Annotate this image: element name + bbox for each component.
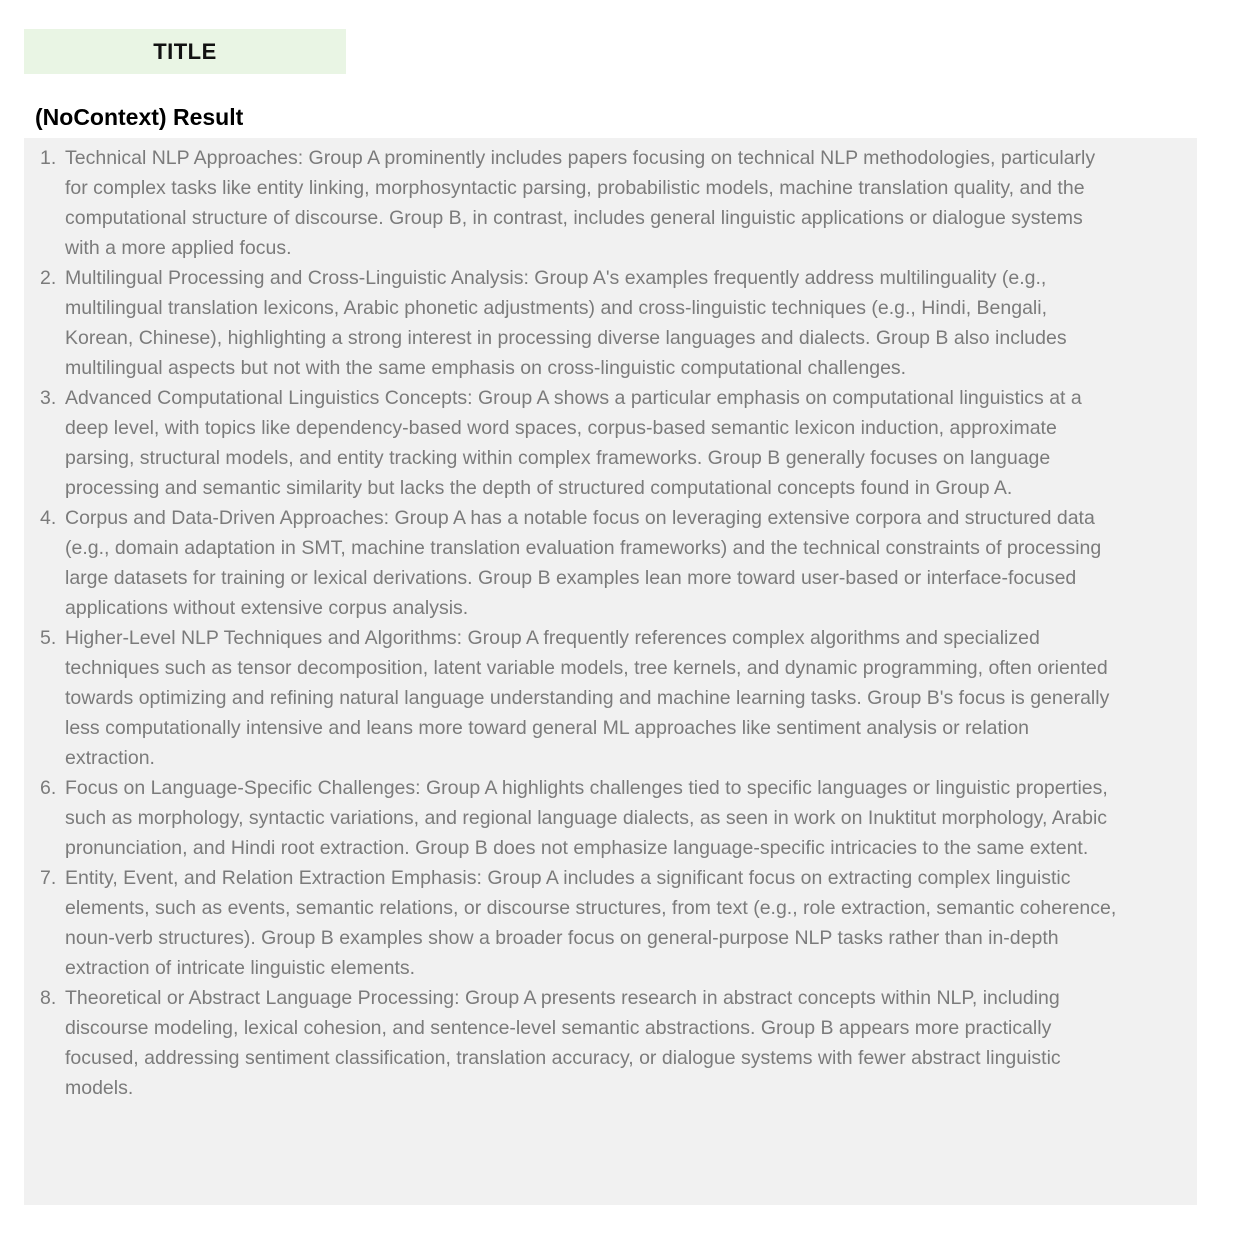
- result-item-text: Multilingual Processing and Cross-Linguistic Analysis: Group A's examples frequently address multilinguality (e.g., multilingual translation lexicons, Arabic phonetic adjustments) and cross-linguistic techniques (e.g., Hindi, Bengali, Korean, Chinese), highlighting a strong interest in processing diverse languages and dialects. Group B also includes multilingual aspects but not with the same emphasis on cross-linguistic computational challenges.: [65, 267, 1067, 379]
- title-text: TITLE: [153, 38, 217, 64]
- result-item-8: [24, 983, 1197, 1103]
- result-item-4: [24, 503, 1197, 623]
- result-item-2: [24, 263, 1197, 383]
- result-item-1: [24, 143, 1197, 263]
- result-item-number: 2.: [40, 267, 57, 289]
- result-item-number: 1.: [40, 147, 57, 169]
- result-item-number: 8.: [40, 987, 57, 1009]
- result-panel: [24, 138, 1197, 1205]
- result-item-6: [24, 773, 1197, 863]
- result-item-text: Focus on Language-Specific Challenges: Group A highlights challenges tied to specific languages or linguistic properties, such as morphology, syntactic variations, and regional language dialects, as seen in work on Inuktitut morphology, Arabic pronunciation, and Hindi root extraction. Group B does not emphasize language-specific intricacies to the same extent.: [65, 777, 1108, 859]
- result-item-number: 7.: [40, 867, 57, 889]
- result-item-text: Corpus and Data-Driven Approaches: Group A has a notable focus on leveraging extensive corpora and structured data (e.g., domain adaptation in SMT, machine translation evaluation frameworks) and the technical constraints of processing large datasets for training or lexical derivations. Group B examples lean more toward user-based or interface-focused applications without extensive corpus analysis.: [65, 507, 1102, 619]
- result-item-number: 6.: [40, 777, 57, 799]
- section-heading: (NoContext) Result: [35, 104, 244, 130]
- title-badge: [24, 29, 346, 74]
- result-item-number: 3.: [40, 387, 57, 409]
- result-item-text: Advanced Computational Linguistics Concepts: Group A shows a particular emphasis on computational linguistics at a deep level, with topics like dependency-based word spaces, corpus-based semantic lexicon induction, approximate parsing, structural models, and entity tracking within complex frameworks. Group B generally focuses on language processing and semantic similarity but lacks the depth of structured computational concepts found in Group A.: [65, 387, 1082, 499]
- result-item-text: Higher-Level NLP Techniques and Algorithms: Group A frequently references complex algorithms and specialized techniques such as tensor decomposition, latent variable models, tree kernels, and dynamic programming, often oriented towards optimizing and refining natural language understanding and machine learning tasks. Group B's focus is generally less computationally intensive and leans more toward general ML approaches like sentiment analysis or relation extraction.: [65, 627, 1110, 769]
- result-item-3: [24, 383, 1197, 503]
- result-item-5: [24, 623, 1197, 773]
- result-item-number: 5.: [40, 627, 57, 649]
- result-item-text: Entity, Event, and Relation Extraction Emphasis: Group A includes a significant focus on extracting complex linguistic elements, such as events, semantic relations, or discourse structures, from text (e.g., role extraction, semantic coherence, noun-verb structures). Group B examples show a broader focus on general-purpose NLP tasks rather than in-depth extraction of intricate linguistic elements.: [65, 867, 1117, 979]
- result-item-text: Technical NLP Approaches: Group A prominently includes papers focusing on technical NLP methodologies, particularly for complex tasks like entity linking, morphosyntactic parsing, probabilistic models, machine translation quality, and the computational structure of discourse. Group B, in contrast, includes general linguistic applications or dialogue systems with a more applied focus.: [65, 147, 1096, 259]
- result-list: [24, 143, 1197, 1103]
- result-item-7: [24, 863, 1197, 983]
- result-item-text: Theoretical or Abstract Language Processing: Group A presents research in abstract concepts within NLP, including discourse modeling, lexical cohesion, and sentence-level semantic abstractions. Group B appears more practically focused, addressing sentiment classification, translation accuracy, or dialogue systems with fewer abstract linguistic models.: [65, 987, 1061, 1099]
- result-item-number: 4.: [40, 507, 57, 529]
